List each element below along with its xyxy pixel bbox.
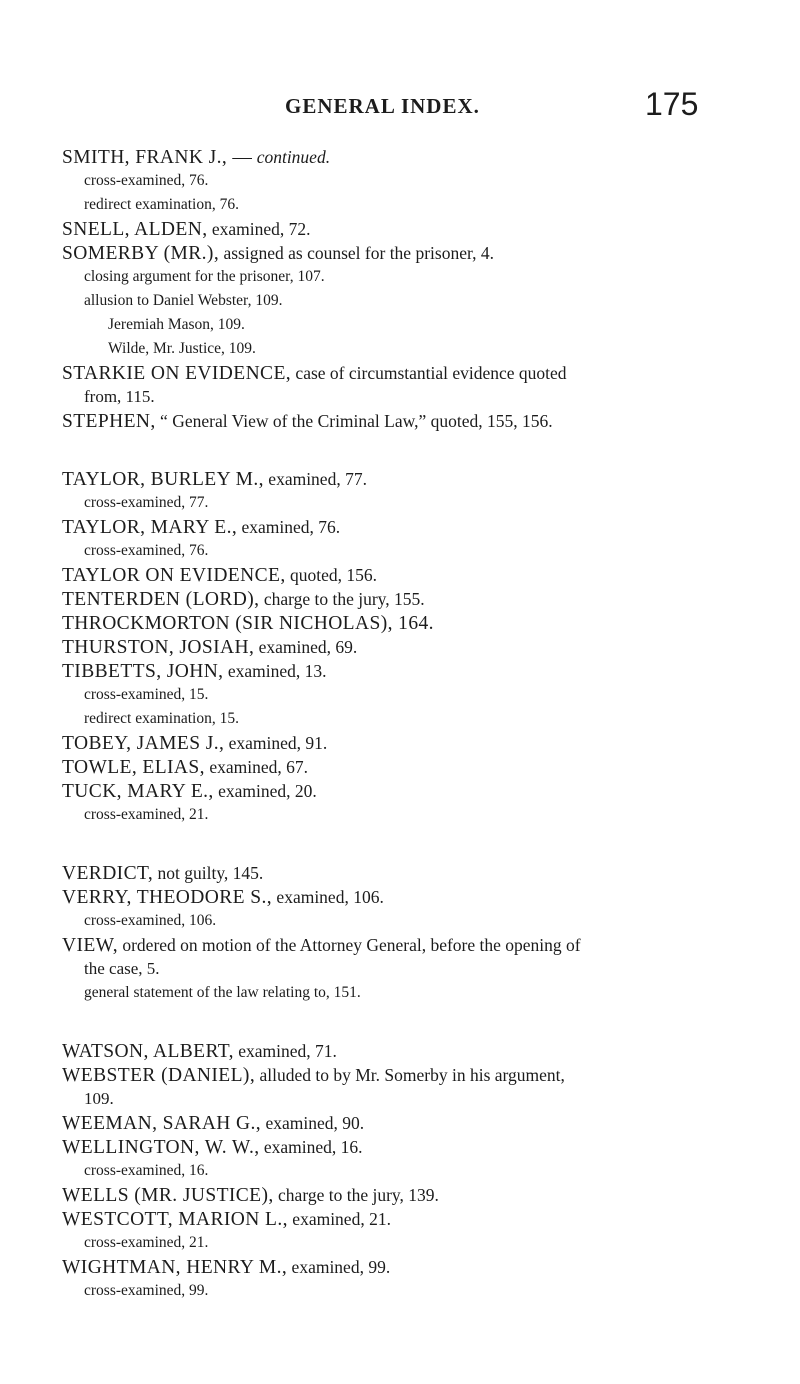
entry-continuation: 109. (84, 1089, 114, 1108)
sub-entry: cross-examined, 106. (84, 912, 217, 929)
index-entry (62, 635, 742, 659)
entry-continuation: from, 115. (84, 387, 155, 406)
index-entry (62, 755, 742, 779)
index-entry (62, 611, 742, 635)
sub-entry: cross-examined, 15. (84, 686, 209, 703)
entry-detail: examined, 77. (263, 469, 367, 489)
entry-heading: WESTCOTT, MARION L., (62, 1209, 288, 1230)
entry-detail: examined, 99. (287, 1257, 391, 1277)
sub-entry: general statement of the law relating to, 151. (84, 984, 361, 1001)
entry-detail: case of circumstantial evidence quoted (291, 363, 567, 383)
entry-heading: SOMERBY (MR.), (62, 243, 220, 264)
index-body (62, 145, 742, 1337)
index-entry (62, 1135, 742, 1159)
sub-entry: cross-examined, 77. (84, 494, 209, 511)
entry-heading: THROCKMORTON (SIR NICHOLAS), 164. (62, 613, 434, 634)
index-entry (62, 1183, 742, 1207)
index-entry (62, 587, 742, 611)
index-group (62, 1039, 742, 1303)
entry-detail: continued. (252, 147, 331, 167)
entry-heading: SMITH, FRANK J., — (62, 147, 253, 168)
entry-detail: examined, 90. (261, 1113, 365, 1133)
entry-continuation: the case, 5. (84, 959, 160, 978)
entry-detail: examined, 20. (213, 781, 317, 801)
sub-entry: Jeremiah Mason, 109. (108, 316, 245, 333)
entry-heading: TENTERDEN (LORD), (62, 589, 260, 610)
entry-detail: ordered on motion of the Attorney General, before the opening of (117, 935, 581, 955)
index-entry (62, 217, 742, 241)
entry-heading: STARKIE ON EVIDENCE, (62, 363, 292, 384)
entry-heading: TUCK, MARY E., (62, 781, 214, 802)
sub-entry: cross-examined, 16. (84, 1162, 209, 1179)
entry-detail: examined, 13. (223, 661, 327, 681)
index-group (62, 467, 742, 827)
entry-detail: examined, 76. (237, 517, 341, 537)
page-header (0, 86, 800, 132)
entry-detail: examined, 67. (204, 757, 308, 777)
entry-heading: TAYLOR ON EVIDENCE, (62, 565, 286, 586)
entry-heading: WIGHTMAN, HENRY M., (62, 1257, 288, 1278)
entry-heading: VERDICT, (62, 863, 154, 884)
index-entry (62, 409, 742, 433)
entry-heading: WELLS (MR. JUSTICE), (62, 1185, 274, 1206)
entry-detail: examined, 72. (207, 219, 311, 239)
entry-detail: charge to the jury, 139. (273, 1185, 439, 1205)
index-entry (62, 731, 742, 755)
entry-heading: TAYLOR, MARY E., (62, 517, 238, 538)
index-group (62, 145, 742, 433)
entry-detail: “ General View of the Criminal Law,” quoted, 155, 156. (155, 411, 553, 431)
entry-detail: charge to the jury, 155. (259, 589, 425, 609)
entry-heading: STEPHEN, (62, 411, 156, 432)
entry-heading: VIEW, (62, 935, 118, 956)
entry-detail: examined, 106. (272, 887, 384, 907)
entry-detail: examined, 21. (287, 1209, 391, 1229)
index-entry (62, 933, 742, 957)
index-entry (62, 1063, 742, 1087)
entry-heading: SNELL, ALDEN, (62, 219, 208, 240)
sub-entry: cross-examined, 21. (84, 1234, 209, 1251)
index-entry (62, 1039, 742, 1063)
entry-heading: WEEMAN, SARAH G., (62, 1113, 262, 1134)
index-entry (62, 659, 742, 683)
entry-detail: examined, 69. (254, 637, 358, 657)
index-entry (62, 467, 742, 491)
entry-heading: TOBEY, JAMES J., (62, 733, 225, 754)
entry-detail: examined, 16. (259, 1137, 363, 1157)
entry-detail: assigned as counsel for the prisoner, 4. (219, 243, 494, 263)
index-entry (62, 1111, 742, 1135)
entry-detail: examined, 91. (224, 733, 328, 753)
sub-entry: closing argument for the prisoner, 107. (84, 268, 325, 285)
index-entry (62, 1207, 742, 1231)
index-entry (62, 861, 742, 885)
sub-entry: cross-examined, 99. (84, 1282, 209, 1299)
running-title: GENERAL INDEX. (285, 94, 480, 118)
index-group (62, 861, 742, 1005)
sub-entry: cross-examined, 21. (84, 806, 209, 823)
entry-detail: examined, 71. (233, 1041, 337, 1061)
sub-entry: redirect examination, 76. (84, 196, 239, 213)
entry-heading: TAYLOR, BURLEY M., (62, 469, 264, 490)
index-entry (62, 145, 742, 169)
entry-heading: WELLINGTON, W. W., (62, 1137, 260, 1158)
sub-entry: Wilde, Mr. Justice, 109. (108, 340, 256, 357)
entry-heading: WATSON, ALBERT, (62, 1041, 234, 1062)
entry-detail: not guilty, 145. (153, 863, 264, 883)
page-number: 175 (645, 86, 699, 122)
entry-heading: THURSTON, JOSIAH, (62, 637, 255, 658)
sub-entry: cross-examined, 76. (84, 172, 209, 189)
entry-detail: alluded to by Mr. Somerby in his argument, (255, 1065, 565, 1085)
index-entry (62, 885, 742, 909)
index-entry (62, 779, 742, 803)
index-entry (62, 515, 742, 539)
sub-entry: allusion to Daniel Webster, 109. (84, 292, 283, 309)
sub-entry: redirect examination, 15. (84, 710, 239, 727)
entry-heading: TIBBETTS, JOHN, (62, 661, 224, 682)
entry-heading: VERRY, THEODORE S., (62, 887, 273, 908)
index-entry (62, 1255, 742, 1279)
index-entry (62, 361, 742, 385)
sub-entry: cross-examined, 76. (84, 542, 209, 559)
index-entry (62, 563, 742, 587)
index-entry (62, 241, 742, 265)
entry-heading: TOWLE, ELIAS, (62, 757, 205, 778)
entry-heading: WEBSTER (DANIEL), (62, 1065, 256, 1086)
entry-detail: quoted, 156. (285, 565, 377, 585)
